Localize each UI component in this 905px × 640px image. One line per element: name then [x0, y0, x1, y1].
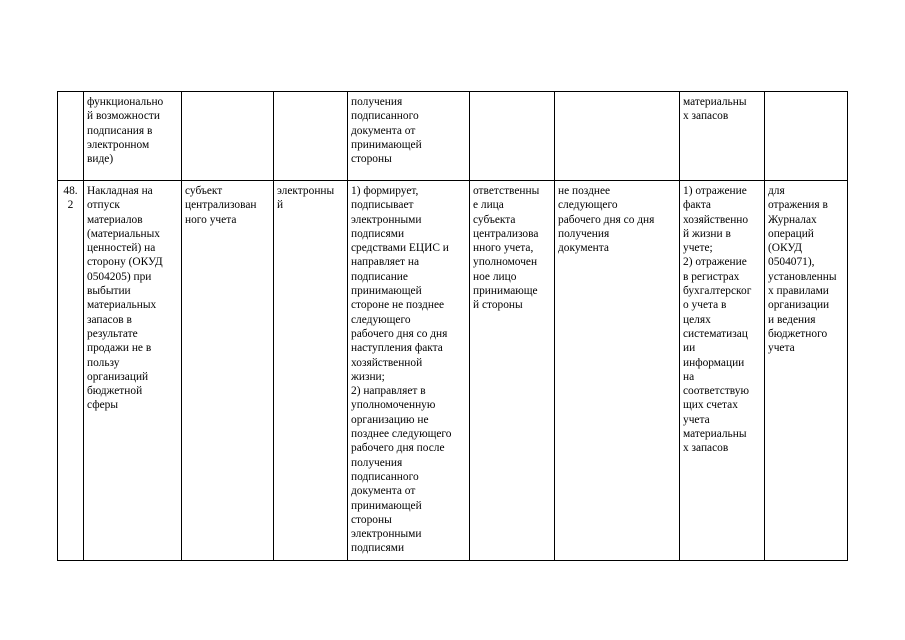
text-line: ии	[683, 342, 696, 355]
cell-responsible-persons	[470, 92, 555, 181]
text-line: электронными	[351, 528, 422, 541]
cell-registers	[765, 181, 848, 561]
text-line: учете;	[683, 242, 713, 255]
text-line: 2) направляет в	[351, 385, 426, 398]
cell-actions	[348, 181, 470, 561]
cell-form	[274, 181, 348, 561]
text-line: организаций	[87, 370, 149, 383]
text-line: жизни;	[351, 370, 385, 383]
text-line: подписывает	[351, 199, 414, 212]
text-line: пользу	[87, 356, 120, 369]
text-line: материальны	[683, 96, 747, 108]
cell-purpose	[680, 92, 765, 181]
text-line: отпуск	[87, 199, 120, 212]
cell-responsible	[182, 181, 274, 561]
text-line: рабочего дня после	[351, 442, 445, 455]
table-row-48-2	[58, 181, 848, 561]
text-line: виде)	[87, 153, 114, 166]
text-line: принимающей	[351, 499, 422, 512]
text-line: нного учета,	[473, 242, 534, 255]
cell-document-name	[84, 181, 182, 561]
text-line: следующего	[351, 313, 411, 326]
text-line: в регистрах	[683, 270, 740, 283]
text-line: следующего	[558, 199, 618, 212]
text-line: уполномочен	[473, 256, 538, 269]
text-line: ного учета	[185, 213, 237, 226]
text-line: документа от	[351, 124, 416, 137]
text-line: и ведения	[768, 313, 816, 326]
text-line: щих счетах	[683, 399, 738, 412]
text-line: электронны	[277, 185, 335, 197]
text-line: х запасов	[683, 442, 729, 455]
text-line: 2) отражение	[683, 256, 747, 269]
text-line: 1) отражение	[683, 185, 747, 197]
cell-row-number	[58, 181, 84, 561]
text-line: Журналах	[768, 213, 817, 226]
text-line: е лица	[473, 199, 504, 212]
text-line: бюджетного	[768, 327, 828, 340]
text-line: й жизни в	[683, 227, 731, 240]
text-line: стороны	[351, 153, 392, 166]
cell-row-number	[58, 92, 84, 181]
text-line: получения	[351, 96, 403, 108]
text-line: централизован	[185, 199, 257, 212]
text-line: бюджетной	[87, 385, 143, 398]
text-line: организации	[768, 299, 830, 312]
text-line: продажи не в	[87, 342, 152, 355]
document-table	[57, 91, 848, 561]
text-line: на	[683, 370, 695, 383]
text-line: сторону (ОКУД	[87, 256, 163, 269]
text-line: результате	[87, 327, 138, 340]
text-line: 0504205) при	[87, 270, 152, 283]
text-line: учета	[768, 342, 795, 355]
text-line: организацию не	[351, 413, 429, 426]
text-line: 2	[67, 199, 74, 212]
text-line: информации	[683, 356, 745, 369]
cell-responsible	[182, 92, 274, 181]
cell-form	[274, 92, 348, 181]
table-row-continuation	[58, 92, 848, 181]
text-line: сферы	[87, 399, 118, 412]
text-line: материалов	[87, 213, 143, 226]
cell-registers	[765, 92, 848, 181]
text-line: не позднее	[558, 185, 611, 197]
text-line: уполномоченную	[351, 399, 436, 412]
cell-responsible-persons	[470, 181, 555, 561]
text-line: систематизац	[683, 327, 748, 340]
text-line: подписания в	[87, 124, 153, 137]
text-line: подписанного	[351, 110, 419, 123]
cell-deadline	[555, 92, 680, 181]
text-line: хозяйственной	[351, 356, 423, 369]
text-line: установленны	[768, 270, 837, 283]
text-line: наступления факта	[351, 342, 443, 355]
text-line: направляет на	[351, 256, 420, 269]
text-line: 0504071),	[768, 256, 815, 269]
text-line: принимающей	[351, 138, 422, 151]
text-line: принимающей	[351, 285, 422, 298]
text-line: материальных	[87, 299, 157, 312]
text-line: подписями	[351, 227, 405, 240]
text-line: документа	[558, 242, 609, 255]
text-line: учета	[683, 413, 710, 426]
text-line: соответствую	[683, 385, 749, 398]
cell-purpose	[680, 181, 765, 561]
text-line: позднее следующего	[351, 428, 452, 441]
text-line: ценностей) на	[87, 242, 156, 255]
text-line: для	[768, 185, 785, 197]
text-line: операций	[768, 227, 814, 240]
text-line: подписями	[351, 542, 405, 555]
text-line: хозяйственно	[683, 213, 749, 226]
text-line: ное лицо	[473, 270, 517, 283]
text-line: х запасов	[683, 110, 729, 123]
text-line: электронными	[351, 213, 422, 226]
text-line: факта	[683, 199, 711, 212]
text-line: стороне не позднее	[351, 299, 445, 312]
text-line: (материальных	[87, 227, 160, 240]
text-line: субъект	[185, 185, 223, 197]
cell-deadline	[555, 181, 680, 561]
text-line: 48.	[63, 185, 78, 197]
text-line: получения	[351, 456, 403, 469]
text-line: функциональнo	[87, 96, 164, 108]
cell-actions	[348, 92, 470, 181]
text-line: выбытии	[87, 285, 131, 298]
text-line: электронном	[87, 138, 150, 151]
text-line: запасов в	[87, 313, 132, 326]
text-line: получения	[558, 227, 610, 240]
text-line: субъекта	[473, 213, 516, 226]
text-line: ответственны	[473, 185, 540, 197]
text-line: целях	[683, 313, 711, 326]
text-line: о учета в	[683, 299, 727, 312]
text-line: централизова	[473, 227, 539, 240]
text-line: материальны	[683, 428, 747, 441]
text-line: 1) формирует,	[351, 185, 419, 197]
cell-document-name	[84, 92, 182, 181]
text-line: подписанного	[351, 470, 419, 483]
text-line: подписание	[351, 270, 408, 283]
text-line: рабочего дня со дня	[558, 213, 655, 226]
text-line: й возможности	[87, 110, 160, 123]
text-line: средствами ЕЦИС и	[351, 242, 449, 255]
text-line: отражения в	[768, 199, 828, 212]
text-line: рабочего дня со дня	[351, 327, 448, 340]
text-line: бухгалтерског	[683, 285, 752, 298]
text-line: й	[277, 199, 284, 212]
text-line: Накладная на	[87, 185, 153, 197]
text-line: документа от	[351, 485, 416, 498]
text-line: принимающе	[473, 285, 538, 298]
text-line: й стороны	[473, 299, 523, 312]
text-line: (ОКУД	[768, 242, 803, 255]
text-line: х правилами	[768, 285, 829, 298]
text-line: стороны	[351, 513, 392, 526]
